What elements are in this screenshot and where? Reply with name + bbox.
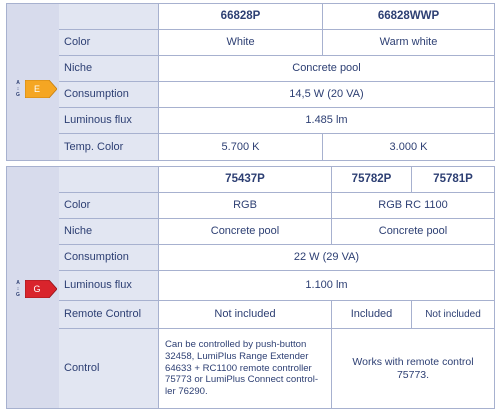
- control-description: [159, 329, 332, 408]
- control-line: Works with remote control: [352, 356, 474, 369]
- energy-class-letter: E: [33, 84, 40, 94]
- control-line: Can be controlled by push-button: [165, 339, 307, 351]
- row-label: Luminous flux: [59, 108, 159, 134]
- consumption-value: 22 W (29 VA): [159, 245, 494, 271]
- color-value: RGB: [159, 193, 332, 219]
- row-label: Consumption: [59, 82, 159, 108]
- column-header: 75437P: [159, 167, 332, 193]
- row-label: Color: [59, 30, 159, 56]
- column-header: 66828P: [159, 4, 323, 30]
- energy-scale: A ↕ G: [16, 80, 20, 98]
- energy-scale: A ↕ G: [16, 280, 20, 298]
- row-label: Control: [59, 329, 159, 408]
- row-label: Consumption: [59, 245, 159, 271]
- row-label: Niche: [59, 56, 159, 82]
- row-label: Remote Control: [59, 301, 159, 329]
- color-value: Warm white: [323, 30, 494, 56]
- column-header: 75781P: [412, 167, 494, 193]
- color-value: White: [159, 30, 323, 56]
- control-line: 32458, LumiPlus Range Extender: [165, 350, 309, 362]
- row-label: Luminous flux: [59, 271, 159, 301]
- remote-control-value: Not included: [412, 301, 494, 329]
- header-empty: [59, 4, 159, 30]
- niche-value: Concrete pool: [159, 219, 332, 245]
- luminous-flux-value: 1.485 lm: [159, 108, 494, 134]
- control-line: 75773 or LumiPlus Connect control-: [165, 374, 319, 386]
- control-description: [332, 329, 494, 408]
- color-value: RGB RC 1100: [332, 193, 494, 219]
- column-header: 66828WWP: [323, 4, 494, 30]
- row-label: Niche: [59, 219, 159, 245]
- energy-class-letter: G: [33, 284, 41, 294]
- temp-color-value: 5.700 K: [159, 134, 323, 160]
- temp-color-value: 3.000 K: [389, 140, 428, 153]
- consumption-value: 14,5 W (20 VA): [159, 82, 494, 108]
- product-table-66828: [6, 3, 495, 161]
- product-table-75437: [6, 166, 495, 409]
- niche-value: Concrete pool: [332, 219, 494, 245]
- control-line: ler 76290.: [165, 386, 208, 398]
- remote-control-value: Not included: [159, 301, 332, 329]
- header-empty: [59, 167, 159, 193]
- niche-value: Concrete pool: [159, 56, 494, 82]
- control-line: 64633 + RC1100 remote controller: [165, 362, 312, 374]
- control-line: 75773.: [396, 368, 430, 381]
- column-header: 75782P: [332, 167, 412, 193]
- row-label: Color: [59, 193, 159, 219]
- remote-control-value: Included: [332, 301, 412, 329]
- luminous-flux-value: 1.100 lm: [159, 271, 494, 301]
- row-label: Temp. Color: [59, 134, 159, 160]
